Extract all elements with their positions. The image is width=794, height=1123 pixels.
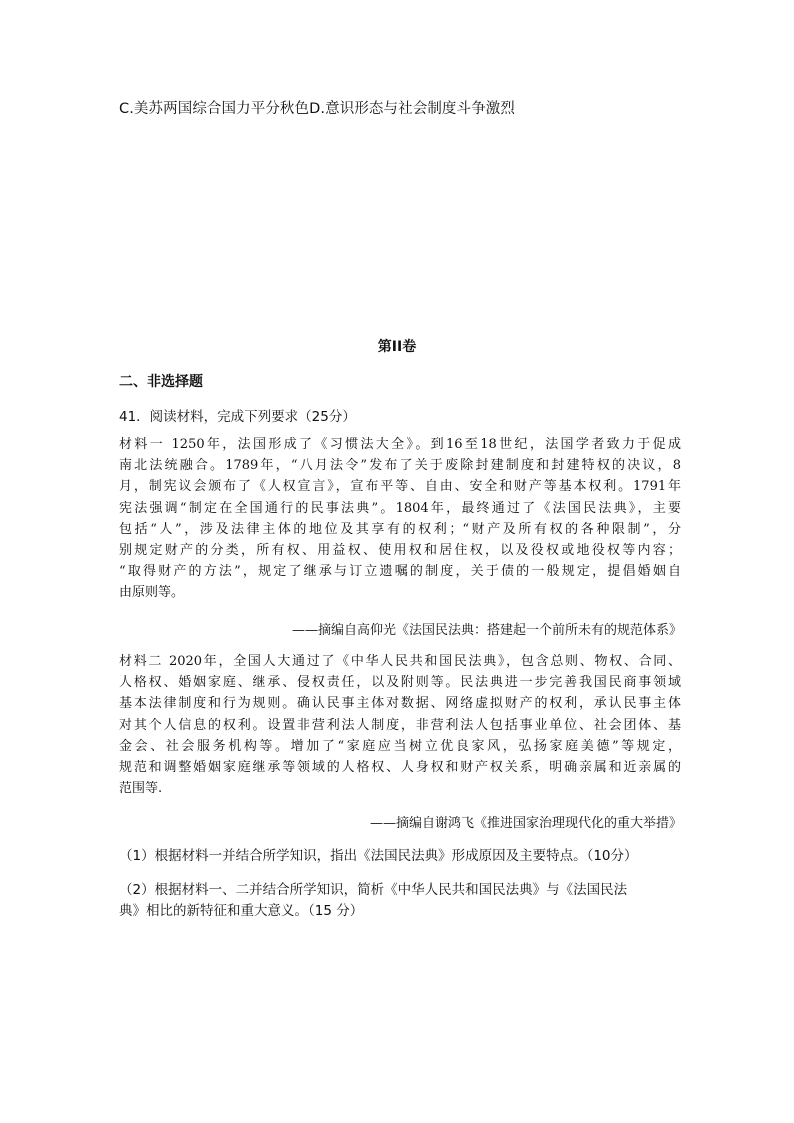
material-2-line: 人格权、婚姻家庭、继承、侵权责任，以及附则等。民法典进一步完善我国民商事领域 (119, 675, 681, 691)
sub-question-2 (119, 880, 681, 922)
material-2-source: ——摘编自谢鸿飞《推进国家治理现代化的重大举措》 (369, 816, 682, 831)
material-2-line: 范围等. (119, 781, 163, 797)
option-c: C.美苏两国综合国力平分秋色 (119, 101, 310, 117)
material-2 (119, 651, 681, 799)
material-1-line: 月，制宪议会颁布了《人权宣言》，宣布平等、自由、安全和财产等基本权利。1791年 (119, 479, 681, 495)
material-2-line: 基本法律制度和行为规则。确认民事主体对数据、网络虚拟财产的权利，承认民事主体 (119, 696, 681, 712)
question-41: 41．阅读材料，完成下列要求（25分） (119, 409, 356, 425)
material-1-line: 材料一 1250年，法国形成了《习惯法大全》。到16至18世纪，法国学者致力于促成 (119, 437, 681, 452)
material-1-line: “取得财产的方法”，规定了继承与订立遗嘱的制度，关于债的一般规定，提倡婚姻自 (119, 564, 681, 580)
material-2-line: 材料二 2020年，全国人大通过了《中华人民共和国民法典》，包含总则、物权、合同、 (119, 654, 681, 669)
material-1 (119, 434, 681, 604)
material-2-line: 规范和调整婚姻家庭继承等领域的人格权、人身权和财产权关系，明确亲属和近亲属的 (119, 760, 681, 776)
answer-options-line (119, 97, 515, 118)
material-2-line: 金会、社会服务机构等。增加了“家庭应当树立优良家风，弘扬家庭美德”等规定， (119, 738, 681, 754)
sub-question-2-line: （2）根据材料一、二并结合所学知识，简析《中华人民共和国民法典》与《法国民法 (119, 882, 628, 898)
material-2-line: 对其个人信息的权利。设置非营利法人制度，非营利法人包括事业单位、社会团体、基 (119, 717, 681, 733)
material-1-source: ——摘编自高仰光《法国民法典：搭建起一个前所未有的规范体系》 (291, 623, 682, 638)
material-1-line: 包括“人”，涉及法律主体的地位及其享有的权利；“财产及所有权的各种限制”，分 (119, 521, 681, 537)
option-d: D.意识形态与社会制度斗争激烈 (309, 101, 515, 117)
sub-question-1: （1）根据材料一并结合所学知识，指出《法国民法典》形成原因及主要特点。（10分） (119, 848, 638, 864)
material-1-line: 由原则等。 (119, 585, 185, 601)
material-1-line: 宪法强调“制定在全国通行的民事法典”。1804年，最终通过了《法国民法典》，主要 (119, 500, 681, 516)
volume-title: 第II卷 (377, 339, 417, 355)
section-title: 二、非选择题 (119, 374, 203, 390)
sub-question-2-line: 典》相比的新特征和重大意义。（15 分） (119, 903, 364, 919)
material-1-line: 南北法统融合。1789年，“八月法令”发布了关于废除封建制度和封建特权的决议，8 (119, 458, 681, 474)
material-1-line: 别规定财产的分类，所有权、用益权、使用权和居住权，以及役权或地役权等内容； (119, 543, 681, 559)
